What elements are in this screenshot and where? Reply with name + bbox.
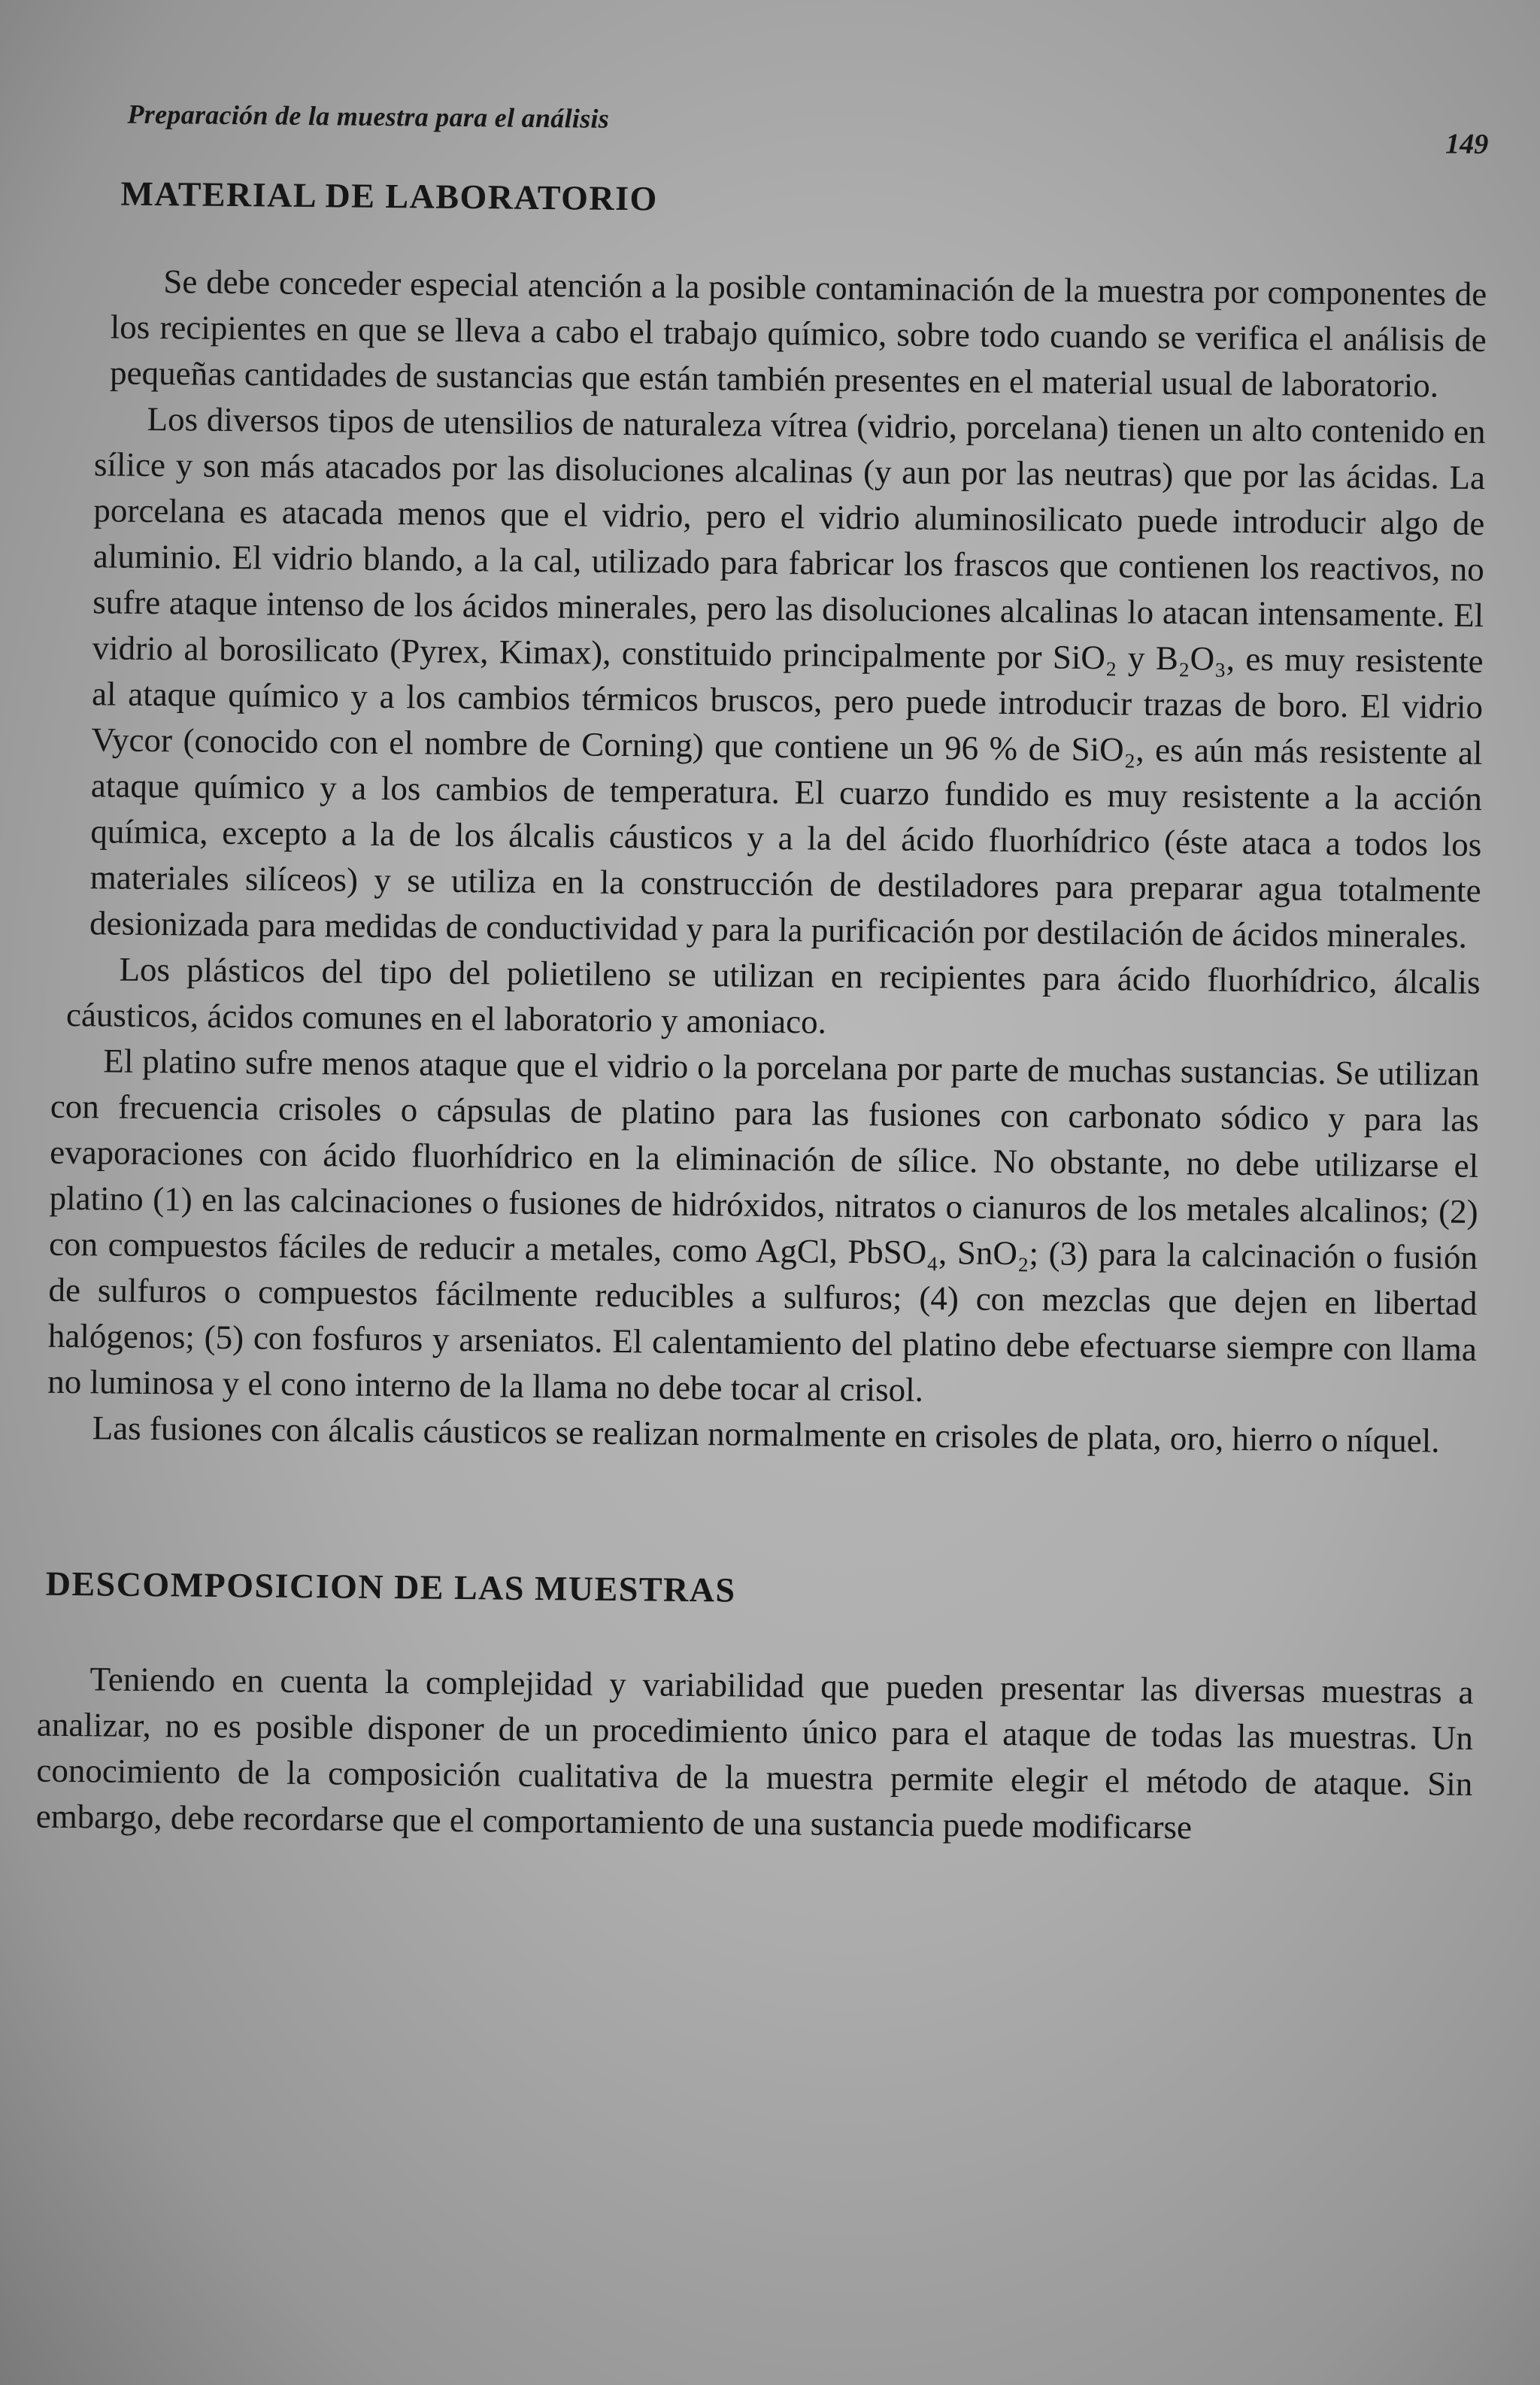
running-title: Preparación de la muestra para el análisis <box>127 99 610 134</box>
page-content <box>35 75 1489 1853</box>
page-number: 149 <box>1445 128 1489 161</box>
paragraph: Teniendo en cuenta la complejidad y variabilidad que pueden presentar las diversas muestras a analizar, no es posible disponer de un procedimiento único para el ataque de todas las muestras. Un conocimiento de la composición cualitativa de la muestra permite elegir el método de ataque. Sin embargo, debe recordarse que el comportamiento de una sustancia puede modificarse <box>35 1660 1474 1846</box>
paragraph: Las fusiones con álcalis cáusticos se realizan normalmente en crisoles de plata, oro, hierro o níquel. <box>92 1409 1440 1460</box>
paragraph: El platino sufre menos ataque que el vidrio o la porcelana por parte de muchas sustancias. Se utilizan con frecuencia crisoles o cápsulas de platino para las fusiones con carbonato sódico y para las evaporaciones con ácido fluorhídrico en la eliminación de sílice. No obstante, no debe utilizarse el platino (1) en las calcinaciones o fusiones de hidróxidos, nitratos o cianuros de los metales alcalinos; (2) con compuestos fáciles de reducir a metales, como AgCl, PbSO₄, SnO₂; (3) para la calcinación o fusión de sulfuros o compuestos fácilmente reducibles a sulfuros; (4) con mezclas que dejen en libertad halógenos; (5) con fosfuros y arseniatos. El calentamiento del platino debe efectuarse siempre con llama no luminosa y el cono interno de la llama no debe tocar al crisol. <box>47 1042 1480 1409</box>
paragraph: Los plásticos del tipo del polietileno se utilizan en recipientes para ácido fluorhídrico, álcalis cáusticos, ácidos comunes en el laboratorio y amoniaco. <box>65 950 1481 1041</box>
running-header <box>74 75 1489 161</box>
section-heading: DESCOMPOSICION DE LAS MUESTRAS <box>45 1564 736 1610</box>
paragraph: Se debe conceder especial atención a la posible contaminación de la muestra por componentes de los recipientes en que se lleva a cabo el trabajo químico, sobre todo cuando se verifica el análisis de pequeñas cantidades de sustancias que están también presentes en el material usual de laboratorio. <box>109 262 1487 405</box>
section-heading: MATERIAL DE LABORATORIO <box>120 174 659 218</box>
section-descomposicion-de-las-muestras <box>35 1564 1474 1853</box>
paragraph: Los diversos tipos de utensilios de naturaleza vítrea (vidrio, porcelana) tienen un alto contenido en sílice y son más atacados por las disoluciones alcalinas (y aun por las neutras) que por las ácidas. La porcelana es atacada menos que el vidrio, pero el vidrio aluminosilicato puede introducir algo de aluminio. El vidrio blando, a la cal, utilizado para fabricar los frascos que contienen los reactivos, no sufre ataque intenso de los ácidos minerales, pero las disoluciones alcalinas lo atacan intensamente. El vidrio al borosilicato (Pyrex, Kimax), constituido principalmente por SiO₂ y B₂O₃, es muy resistente al ataque químico y a los cambios térmicos bruscos, pero puede introducir trazas de boro. El vidrio Vycor (conocido con el nombre de Corning) que contiene un 96 % de SiO₂, es aún más resistente al ataque químico y a los cambios de temperatura. El cuarzo fundido es muy resistente a la acción química, excepto a la de los álcalis cáusticos y a la del ácido fluorhídrico (éste ataca a todos los materiales silíceos) y se utiliza en la construcción de destiladores para preparar agua totalmente desionizada para medidas de conductividad y para la purificación por destilación de ácidos minerales. <box>89 399 1486 955</box>
section-material-de-laboratorio <box>47 173 1487 1464</box>
